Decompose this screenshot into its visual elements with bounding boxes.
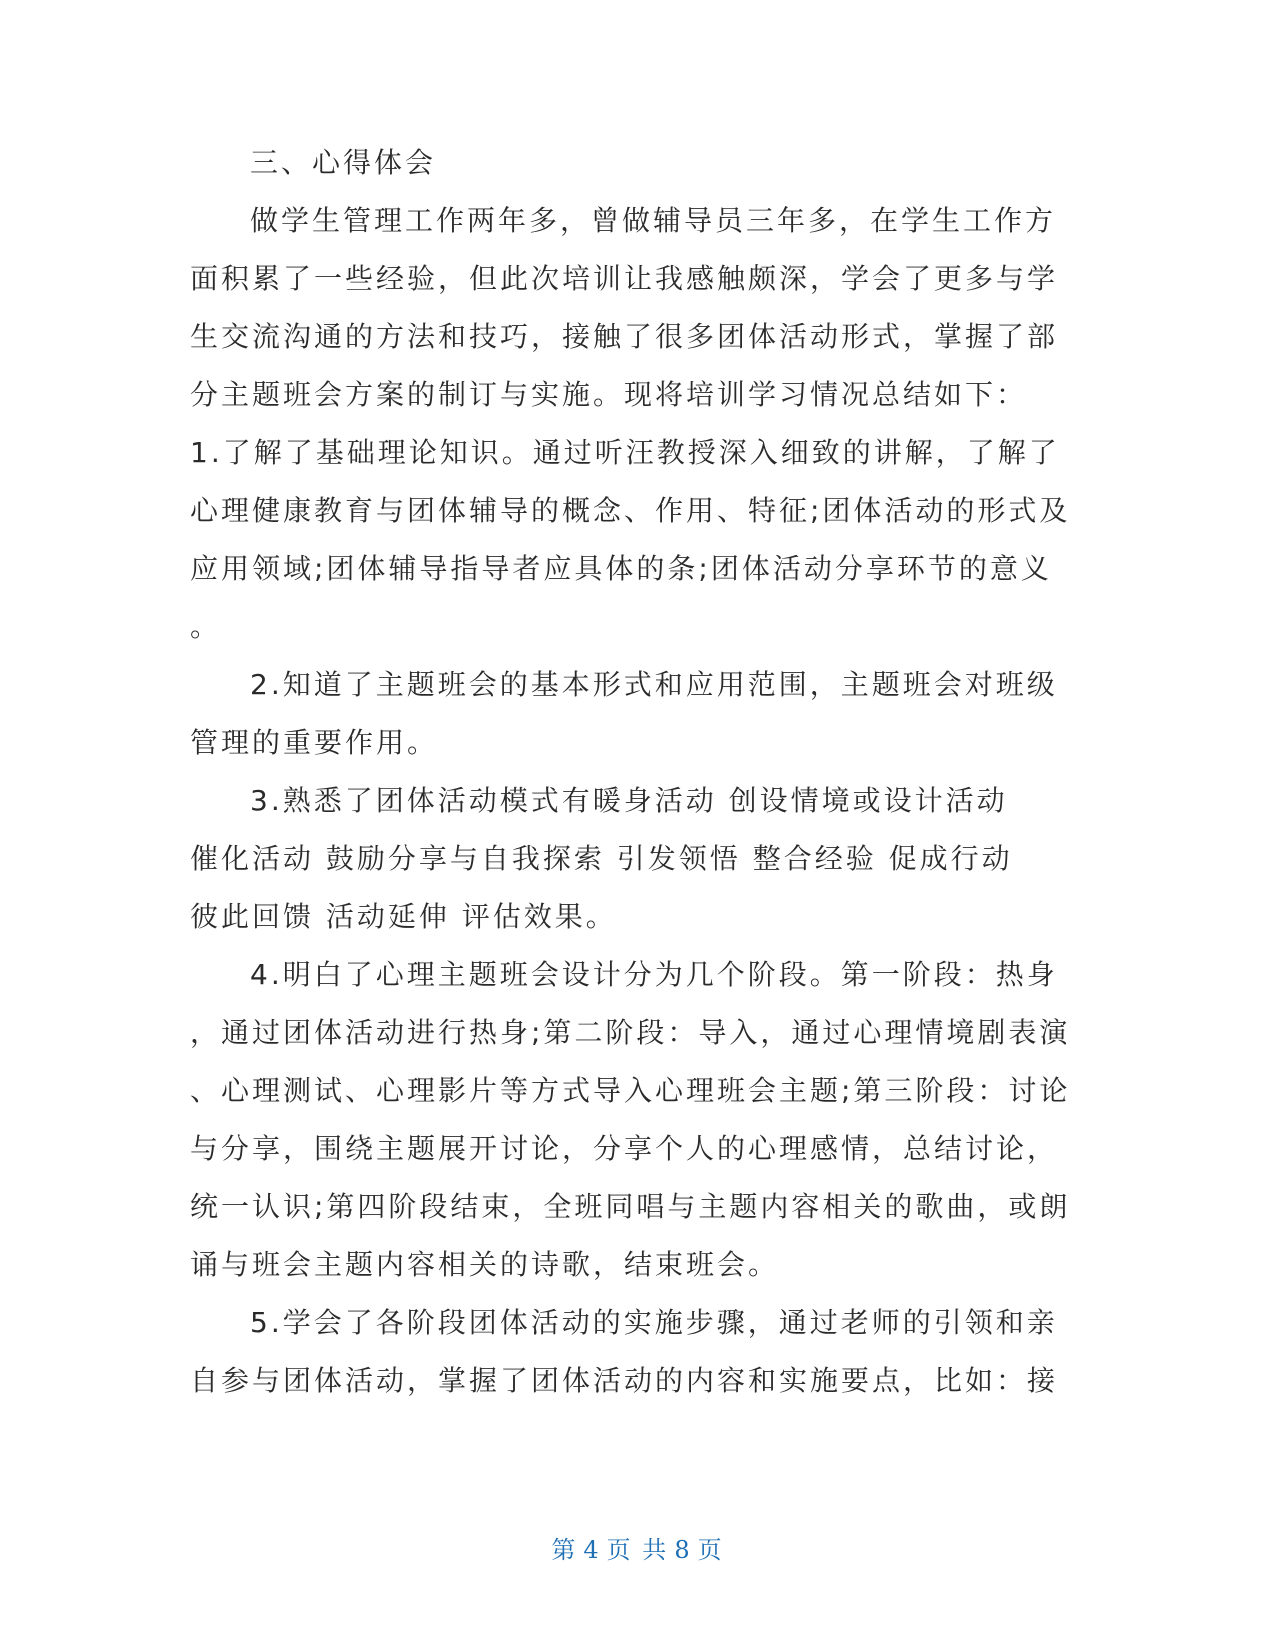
total-pages-number: 8	[674, 1536, 692, 1564]
paragraph-line: 自参与团体活动，掌握了团体活动的内容和实施要点，比如：接	[190, 1364, 1059, 1397]
paragraph-line: 统一认识;第四阶段结束，全班同唱与主题内容相关的歌曲，或朗	[190, 1190, 1071, 1223]
paragraph-line: 与分享，围绕主题展开讨论，分享个人的心理感情，总结讨论，	[190, 1132, 1059, 1165]
footer-prefix: 第	[551, 1536, 578, 1564]
paragraph-line: 1.了解了基础理论知识。通过听汪教授深入细致的讲解，了解了	[190, 436, 1060, 469]
footer-suffix: 页	[697, 1536, 724, 1564]
paragraph-line: 诵与班会主题内容相关的诗歌，结束班会。	[190, 1248, 780, 1281]
footer-mid: 页 共	[606, 1536, 669, 1564]
paragraph-line: 管理的重要作用。	[190, 726, 439, 759]
paragraph-line: 做学生管理工作两年多，曾做辅导员三年多，在学生工作方	[250, 204, 1057, 237]
paragraph-line: 生交流沟通的方法和技巧，接触了很多团体活动形式，掌握了部	[190, 320, 1059, 353]
paragraph-line: 面积累了一些经验，但此次培训让我感触颇深，学会了更多与学	[190, 262, 1059, 295]
paragraph-line: 心理健康教育与团体辅导的概念、作用、特征;团体活动的形式及	[190, 494, 1071, 527]
paragraph-line: 4.明白了心理主题班会设计分为几个阶段。第一阶段：热身	[250, 958, 1058, 991]
paragraph-line: 分主题班会方案的制订与实施。现将培训学习情况总结如下：	[190, 378, 1028, 411]
paragraph-line: 2.知道了主题班会的基本形式和应用范围，主题班会对班级	[250, 668, 1058, 701]
paragraph-line: 5.学会了各阶段团体活动的实施步骤，通过老师的引领和亲	[250, 1306, 1058, 1339]
paragraph-line: 。	[190, 610, 222, 643]
paragraph-line: 3.熟悉了团体活动模式有暖身活动 创设情境或设计活动	[250, 784, 1008, 817]
paragraph-line: 彼此回馈 活动延伸 评估效果。	[190, 900, 617, 933]
paragraph-line: ，通过团体活动进行热身;第二阶段：导入，通过心理情境剧表演	[190, 1016, 1071, 1049]
paragraph-line: 、心理测试、心理影片等方式导入心理班会主题;第三阶段：讨论	[190, 1074, 1071, 1107]
page-footer	[0, 1535, 1275, 1565]
current-page-number: 4	[583, 1536, 601, 1564]
paragraph-line: 催化活动 鼓励分享与自我探索 引发领悟 整合经验 促成行动	[190, 842, 1013, 875]
paragraph-line: 应用领域;团体辅导指导者应具体的条;团体活动分享环节的意义	[190, 552, 1052, 585]
section-heading: 三、心得体会	[250, 146, 437, 179]
